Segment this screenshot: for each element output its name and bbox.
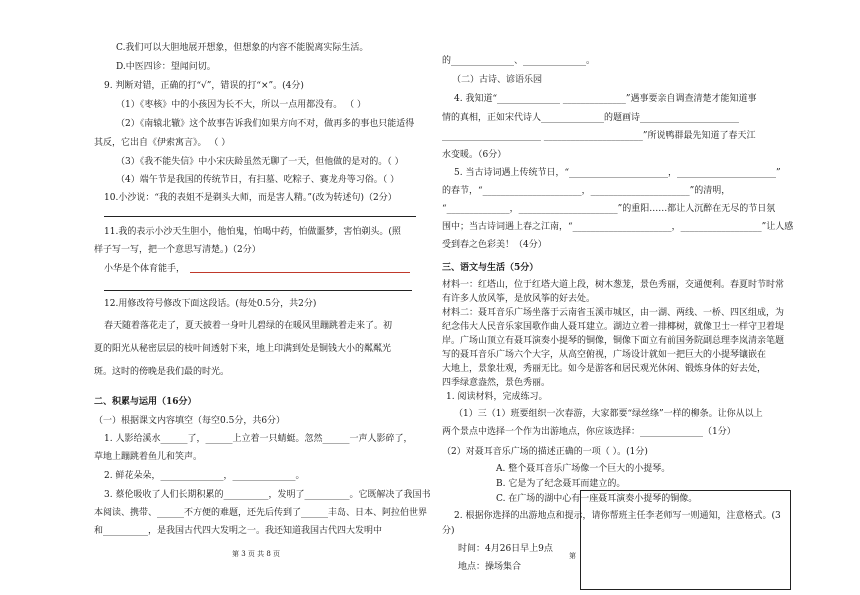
q11-line-1: 11.我的表示小沙天生胆小，他怕鬼，怕喝中药，怕做噩梦，害怕剃头。(照 <box>104 227 401 237</box>
q4-line-2: 情的真相，正如宋代诗人______________的题画诗______________________ <box>442 113 740 123</box>
q9-title: 9. 判断对错，正确的打“√”，错误的打“×”。(4分) <box>104 81 304 91</box>
option-a: A. 整个聂耳音乐广场像一个巨大的小提琴。 <box>496 464 671 474</box>
material-1-line-1: 材料一：红塔山，位于红塔大道上段，树木葱茏，景色秀丽，交通便利。春夏时节时常 <box>442 280 785 290</box>
q5-line-1: 5. 当古诗词遇上传统节日，“______________________，______________________” <box>454 168 781 178</box>
q4-line-3: ______________________ ______________________”所说鸭群最先知道了春天江 <box>442 131 756 141</box>
task-2-line-1: 2. 根据你选择的出游地点和提示，请你帮班主任李老师写一则通知，注意格式。(3 <box>454 511 781 521</box>
material-2-line-6: 四季绿意盎然，景色秀丽。 <box>442 378 551 388</box>
material-2-line-2: 纪念伟大人民音乐家国歌作曲人聂耳建立。湖边立着一排椰树，就像卫士一样守卫着堤 <box>442 322 785 332</box>
notice-time: 时间：4月26日早上9点 <box>458 544 553 554</box>
section-2-sub-2: （二）古诗、谚语乐园 <box>452 75 543 85</box>
q12-paragraph-3: 斑。这时的傍晚是我们最的时光。 <box>94 367 230 377</box>
notice-place: 地点：操场集合 <box>458 562 522 572</box>
section-3-title: 三、语文与生活（5分） <box>442 263 539 273</box>
fill-1b: 草地上蹦跳着鱼儿和笑声。 <box>94 452 203 462</box>
q4-line-4: 水变暖。（6分） <box>442 150 507 160</box>
material-2-line-5: 大地上，景象壮观，秀丽无比。如今是游客和居民观光休闲、锻炼身体的好去处， <box>442 364 767 374</box>
q9-item-2a: （2）《南辕北辙》这个故事告诉我们如果方向不对，做再多的事也只能适得 <box>116 119 415 129</box>
q12-title: 12.用修改符号修改下面这段话。(每处0.5分，共2分) <box>104 299 317 309</box>
fill-3c: 和__________，是我国古代四大发明之一。我还知道我国古代四大发明中 <box>94 526 383 536</box>
q5-line-2: 的春节，“______________________，______________________”的清明， <box>442 186 731 196</box>
fill-3b: 本阅读、携带、______不方便的难题，还先后传到了______丰岛、日本、阿拉伯世界 <box>94 508 428 518</box>
q10-answer-line <box>104 216 416 217</box>
material-1-line-2: 有许多人放风筝，是放风筝的好去处。 <box>442 294 596 304</box>
q9-item-2b: 其反，它出自《伊索寓言》。 （ ） <box>94 138 231 148</box>
q9-item-3: （3）《我不能失信》中小宋庆龄虽然无聊了一天，但他做的是对的。（ ） <box>116 157 404 167</box>
q8-option-d: D.中医四诊：望闻问切。 <box>116 62 216 72</box>
q5-line-5: 受到春之色彩美！（4分） <box>442 240 547 250</box>
task-1-1-line-2: 两个景点中选择一个作为出游地点，你应该选择：______________（1分） <box>442 427 736 437</box>
notice-writing-box[interactable] <box>580 490 791 590</box>
q5-line-3: “______________，______________________”的重阳……都让人沉醉在无尽的节日氛 <box>442 204 776 214</box>
q9-item-1: （1）《枣核》中的小孩因为长不大，所以一点用都没有。 （ ） <box>116 100 366 110</box>
q11-example: 小华是个体育能手， <box>104 264 186 274</box>
q11-answer-line-2 <box>104 290 412 291</box>
q5-line-4: 围中；当古诗词遇上春之江南，“______________________，__________________”让人感 <box>442 222 794 232</box>
right-top-fill: 的______________、______________。 <box>442 56 596 66</box>
q12-paragraph-1: 春天随着落花走了，夏天披着一身叶儿碧绿的在暖风里蹦跳着走来了。初 <box>104 321 393 331</box>
page-footer-right: 第 <box>569 552 576 560</box>
q10: 10.小沙说：“我的表姐不是剃头大师，而是害人精。”(改为转述句)（2分） <box>104 193 397 203</box>
option-c: C. 在广场的湖中心有一座聂耳演奏小提琴的铜像。 <box>496 494 698 504</box>
material-2-line-1: 材料二：聂耳音乐广场坐落于云南省玉溪市城区，由一湖、两线、一桥、四区组成，为 <box>442 308 785 318</box>
section-2-title: 二、积累与运用（16分） <box>94 397 197 407</box>
task-1-1-line-1: （1）三（1）班要组织一次春游，大家都要“绿丝绦”一样的柳条。让你从以上 <box>454 409 763 419</box>
section-2-sub-1: （一）根据课文内容填空（每空0.5分，共6分） <box>94 416 286 426</box>
q12-paragraph-2: 夏的阳光从秘密层层的枝叶间透射下来，地上印满到处是铜钱大小的粼粼光 <box>94 344 392 354</box>
q11-line-2: 样子写一写，把一个意思写清楚。)（2分） <box>94 245 261 255</box>
material-2-line-3: 岸。广场山顶立有聂耳演奏小提琴的铜像，铜像下面立有前国务院副总理李岚清亲笔题 <box>442 336 785 346</box>
right-column <box>430 0 860 595</box>
task-2-line-2: 分) <box>442 526 455 536</box>
option-b: B. 它是为了纪念聂耳而建立的。 <box>496 479 626 489</box>
fill-3a: 3. 蔡伦吸收了人们长期积累的__________，发明了__________。它既解决了我国书 <box>104 490 431 500</box>
q4-line-1: 4. 我知道“______________ ______________”遇事要亲自调查清楚才能知道事 <box>454 94 757 104</box>
fill-1a: 1. 人影给溪水______了，______上立着一只蜻蜓。忽然______一声人影碎了， <box>104 434 413 444</box>
q11-answer-line-1 <box>190 272 410 273</box>
material-2-line-4: 写的聂耳音乐广场六个大字，从高空俯视，广场设计就如一把巨大的小提琴镶嵌在 <box>442 350 767 360</box>
task-1: 1. 阅读材料，完成练习。 <box>446 392 548 402</box>
task-1-2: （2）对聂耳音乐广场的描述正确的一项（ ）。(1分) <box>442 447 648 457</box>
q9-item-4: （4）端午节是我国的传统节日，有扫墓、吃粽子、赛龙舟等习俗。（ ） <box>116 175 400 185</box>
q8-option-c: C.我们可以大胆地展开想象，但想象的内容不能脱离实际生活。 <box>116 43 369 53</box>
page-footer-left: 第 3 页 共 8 页 <box>232 550 281 558</box>
fill-2: 2. 鲜花朵朵，______________，______________。 <box>104 471 305 481</box>
